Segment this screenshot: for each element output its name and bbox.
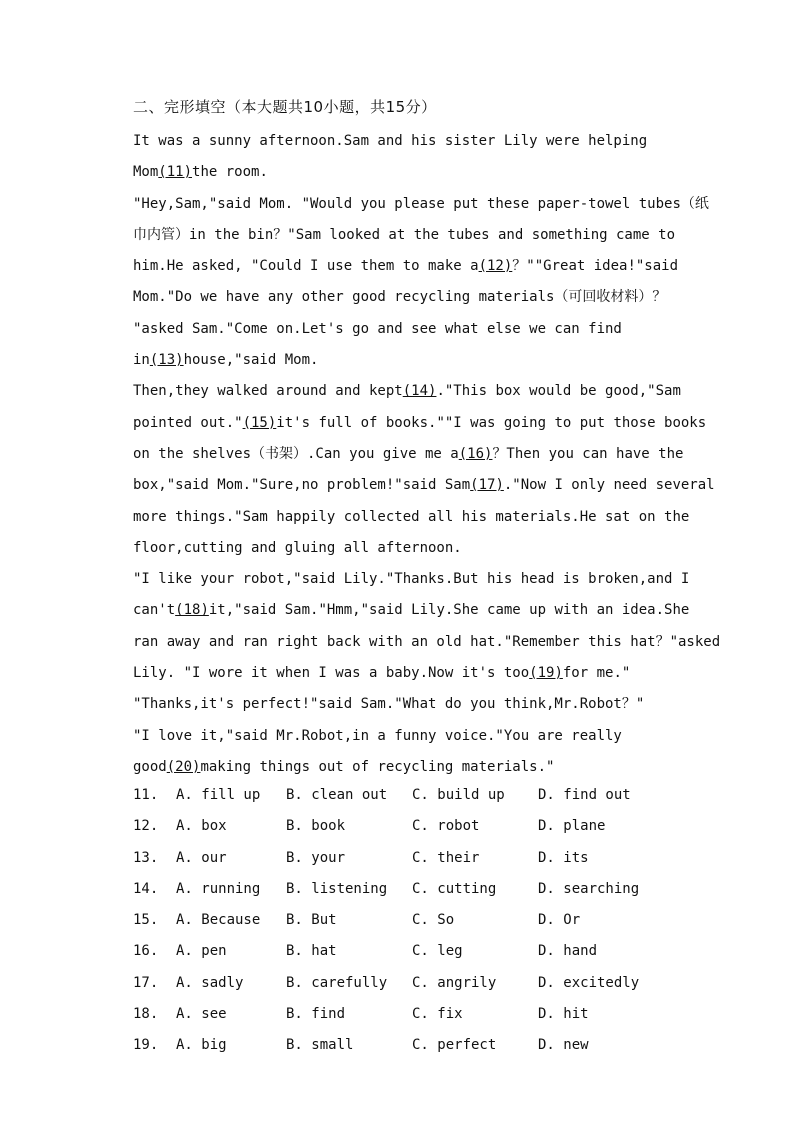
option-a: A. Because (176, 912, 261, 929)
passage-line (133, 189, 709, 220)
passage-text: "Thanks,it's perfect!"said Sam."What do you think,Mr.Robot？" (133, 696, 645, 713)
passage-text: box,"said Mom."Sure,no problem!"said Sam (133, 477, 471, 494)
blank-number: (16) (458, 445, 493, 462)
passage-text: more things."Sam happily collected all his materials.He sat on the (133, 508, 690, 525)
passage-text: Mom (133, 164, 159, 181)
passage-line (133, 220, 676, 251)
option-b: B. But (286, 912, 337, 929)
passage-line (133, 502, 690, 533)
option-b: B. your (286, 849, 346, 866)
question-number: 16. (133, 943, 159, 960)
blank-number: (15) (242, 414, 277, 431)
option-d: D. new (538, 1037, 589, 1054)
option-a: A. sadly (176, 974, 244, 991)
question-number: 12. (133, 818, 159, 835)
passage-line (133, 752, 673, 783)
passage-text: him.He asked, "Could I use them to make a (133, 258, 479, 275)
option-a: A. fill up (176, 787, 261, 803)
option-b: B. book (286, 818, 346, 835)
section-title: 二、完形填空（本大题共10小题，共15分） (133, 98, 437, 116)
option-c: C. robot (412, 818, 480, 835)
passage-text: it's full of books.""I was going to put those books (276, 414, 707, 431)
option-a: A. see (176, 1006, 227, 1023)
passage-text: ran away and ran right back with an old hat."Remember this hat？"asked (133, 633, 721, 650)
passage-line (133, 564, 690, 595)
option-d: D. excitedly (538, 974, 640, 991)
passage-text: 巾内管）in the bin？"Sam looked at the tubes and something came to (133, 226, 676, 243)
passage-line (133, 376, 681, 407)
question-row (133, 780, 673, 811)
passage-text: on the shelves（书架）.Can you give me a (133, 445, 459, 462)
option-c: C. angrily (412, 974, 497, 991)
blank-number: (19) (529, 665, 563, 682)
question-options (133, 780, 673, 1062)
passage-text: It was a sunny afternoon.Sam and his sister Lily were helping (133, 133, 648, 149)
option-d: D. searching (538, 880, 640, 897)
option-a: A. running (176, 880, 261, 897)
passage-text: "I like your robot,"said Lily."Thanks.But his head is broken,and I (133, 571, 690, 588)
passage-text: making things out of recycling materials." (200, 758, 555, 775)
passage-text: good (133, 758, 167, 775)
question-row (133, 874, 673, 905)
passage-line (133, 157, 673, 188)
passage-line (133, 439, 684, 470)
passage-text: the room. (192, 164, 268, 181)
passage-text: "Hey,Sam,"said Mom. "Would you please put these paper-towel tubes（纸 (133, 195, 709, 212)
option-d: D. its (538, 849, 589, 866)
question-number: 17. (133, 974, 159, 991)
option-c: C. build up (412, 787, 505, 803)
question-number: 19. (133, 1037, 159, 1054)
option-c: C. their (412, 849, 480, 866)
blank-number: (14) (402, 383, 437, 400)
passage-text: Mom."Do we have any other good recycling materials（可回收材料）？ (133, 289, 667, 306)
question-number: 11. (133, 787, 159, 803)
passage-text: "I love it,"said Mr.Robot,in a funny voice."You are really (133, 727, 622, 744)
question-row (133, 999, 673, 1030)
option-d: D. Or (538, 912, 581, 929)
passage-line (133, 126, 673, 157)
blank-number: (13) (149, 352, 184, 369)
question-number: 18. (133, 1006, 159, 1023)
passage-line (133, 595, 690, 626)
option-d: D. hit (538, 1006, 589, 1023)
passage-line (133, 314, 673, 345)
option-c: C. perfect (412, 1037, 497, 1054)
passage-line (133, 721, 673, 752)
passage-text: ？""Great idea!"said (512, 258, 679, 275)
option-d: D. hand (538, 943, 598, 960)
option-d: D. plane (538, 818, 606, 835)
option-a: A. pen (176, 943, 227, 960)
option-b: B. hat (286, 943, 337, 960)
option-c: C. fix (412, 1006, 463, 1023)
option-b: B. clean out (286, 787, 388, 803)
passage-text: in (133, 352, 150, 369)
passage-text: Lily. "I wore it when I was a baby.Now it's too (133, 665, 530, 682)
option-b: B. listening (286, 880, 388, 897)
option-b: B. small (286, 1037, 354, 1054)
passage-line (133, 251, 679, 282)
option-a: A. box (176, 818, 227, 835)
option-a: A. our (176, 849, 227, 866)
question-row (133, 811, 673, 842)
passage-line (133, 470, 715, 501)
blank-number: (12) (478, 258, 513, 275)
option-b: B. find (286, 1006, 346, 1023)
option-c: C. So (412, 912, 455, 929)
cloze-passage (133, 126, 721, 783)
option-c: C. leg (412, 943, 463, 960)
passage-text: ."This box would be good,"Sam (436, 383, 681, 400)
question-number: 14. (133, 880, 159, 897)
passage-text: pointed out." (133, 414, 243, 431)
passage-line (133, 533, 673, 564)
passage-text: it,"said Sam."Hmm,"said Lily.She came up with an idea.She (208, 602, 690, 619)
option-c: C. cutting (412, 880, 497, 897)
passage-text: for me." (562, 665, 631, 682)
blank-number: (17) (470, 477, 504, 494)
option-d: D. find out (538, 787, 631, 803)
passage-line (133, 689, 673, 720)
option-b: B. carefully (286, 974, 388, 991)
blank-number: (11) (158, 164, 193, 181)
passage-line (133, 282, 673, 313)
question-row (133, 936, 673, 967)
passage-text: floor,cutting and gluing all afternoon. (133, 539, 462, 556)
passage-line (133, 627, 721, 658)
passage-text: ."Now I only need several (503, 477, 715, 494)
question-row (133, 843, 673, 874)
option-a: A. big (176, 1037, 227, 1054)
question-row (133, 968, 673, 999)
question-row (133, 905, 673, 936)
question-number: 13. (133, 849, 159, 866)
question-row (133, 1030, 673, 1061)
passage-text: Then,they walked around and kept (133, 383, 403, 400)
blank-number: (18) (175, 602, 209, 619)
blank-number: (20) (166, 758, 201, 775)
passage-text: house,"said Mom. (183, 352, 319, 369)
passage-text: "asked Sam."Come on.Let's go and see what else we can find (133, 320, 622, 337)
passage-line (133, 658, 673, 689)
passage-line (133, 345, 673, 376)
passage-text: ？Then you can have the (492, 445, 684, 462)
passage-text: can't (133, 602, 176, 619)
question-number: 15. (133, 912, 159, 929)
passage-line (133, 408, 707, 439)
